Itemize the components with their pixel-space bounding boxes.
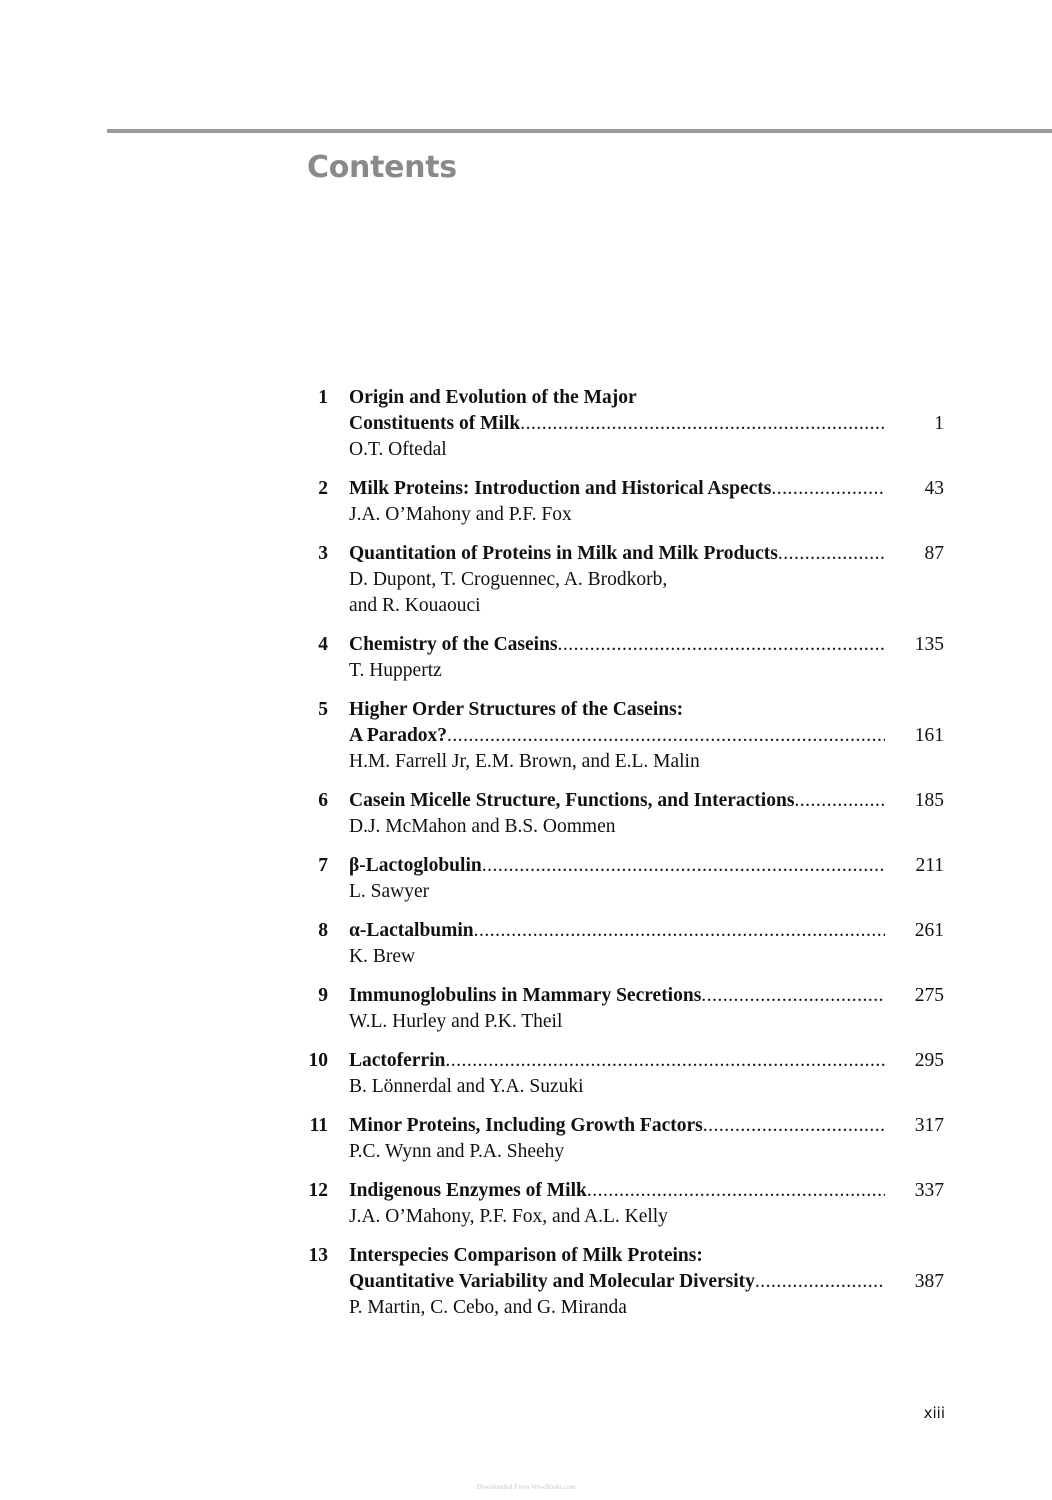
chapter-title: Quantitative Variability and Molecular Diversity	[349, 1271, 755, 1292]
chapter-authors: P.C. Wynn and P.A. Sheehy	[349, 1141, 565, 1162]
chapter-authors: B. Lönnerdal and Y.A. Suzuki	[349, 1076, 584, 1097]
dot-leader	[558, 632, 885, 658]
chapter-number: 8	[318, 920, 328, 941]
chapter-title: Minor Proteins, Including Growth Factors	[349, 1115, 703, 1136]
chapter-authors: J.A. O’Mahony and P.F. Fox	[349, 504, 572, 525]
chapter-title-line: Origin and Evolution of the Major	[349, 387, 637, 408]
chapter-number: 7	[318, 855, 328, 876]
toc-entry[interactable]	[300, 853, 950, 905]
page-number: xiii	[923, 1404, 945, 1422]
header-rule	[107, 129, 1052, 133]
chapter-authors: O.T. Oftedal	[349, 439, 447, 460]
chapter-page-number: 275	[914, 985, 944, 1006]
chapter-authors: H.M. Farrell Jr, E.M. Brown, and E.L. Malin	[349, 751, 700, 772]
toc-entry[interactable]	[300, 541, 950, 619]
page-title: Contents	[307, 150, 457, 185]
chapter-number: 5	[318, 699, 328, 720]
dot-leader	[474, 918, 885, 944]
toc-entry[interactable]	[300, 476, 950, 528]
chapter-authors: and R. Kouaouci	[349, 595, 481, 616]
toc-entry[interactable]	[300, 1243, 950, 1321]
chapter-title: Chemistry of the Caseins	[349, 634, 558, 655]
chapter-title: Immunoglobulins in Mammary Secretions	[349, 985, 702, 1006]
toc-entry[interactable]	[300, 918, 950, 970]
chapter-number: 1	[318, 387, 328, 408]
chapter-number: 9	[318, 985, 328, 1006]
chapter-page-number: 87	[924, 543, 944, 564]
dot-leader	[701, 983, 885, 1009]
toc-entry[interactable]	[300, 1113, 950, 1165]
dot-leader	[445, 1048, 885, 1074]
toc-entry[interactable]	[300, 983, 950, 1035]
chapter-page-number: 185	[914, 790, 944, 811]
table-of-contents	[300, 385, 950, 1334]
chapter-title: α-Lactalbumin	[349, 920, 474, 941]
chapter-authors: D.J. McMahon and B.S. Oommen	[349, 816, 616, 837]
chapter-page-number: 211	[915, 855, 944, 876]
chapter-title: Lactoferrin	[349, 1050, 446, 1071]
dot-leader	[482, 853, 885, 879]
toc-entry[interactable]	[300, 632, 950, 684]
dot-leader	[587, 1178, 885, 1204]
chapter-page-number: 387	[914, 1271, 944, 1292]
chapter-title-line: Higher Order Structures of the Caseins:	[349, 699, 684, 720]
watermark: Downloaded From Vet-eBooks.com	[476, 1483, 576, 1491]
chapter-number: 12	[308, 1180, 328, 1201]
dot-leader	[703, 1113, 885, 1139]
chapter-page-number: 337	[914, 1180, 944, 1201]
chapter-authors: P. Martin, C. Cebo, and G. Miranda	[349, 1297, 627, 1318]
dot-leader	[755, 1269, 885, 1295]
chapter-title: Constituents of Milk	[349, 413, 521, 434]
chapter-authors: K. Brew	[349, 946, 416, 967]
chapter-page-number: 261	[914, 920, 944, 941]
dot-leader	[447, 723, 885, 749]
chapter-page-number: 317	[914, 1115, 944, 1136]
chapter-number: 11	[309, 1115, 328, 1136]
chapter-number: 4	[318, 634, 328, 655]
toc-entry[interactable]	[300, 697, 950, 775]
chapter-number: 13	[308, 1245, 328, 1266]
dot-leader	[794, 788, 885, 814]
toc-entry[interactable]	[300, 385, 950, 463]
chapter-authors: W.L. Hurley and P.K. Theil	[349, 1011, 563, 1032]
chapter-title: Milk Proteins: Introduction and Historical Aspects	[349, 478, 772, 499]
chapter-number: 2	[318, 478, 328, 499]
chapter-page-number: 135	[914, 634, 944, 655]
chapter-number: 3	[318, 543, 328, 564]
chapter-authors: L. Sawyer	[349, 881, 430, 902]
dot-leader	[771, 476, 885, 502]
chapter-number: 6	[318, 790, 328, 811]
chapter-title: β-Lactoglobulin	[349, 855, 482, 876]
chapter-title: A Paradox?	[349, 725, 448, 746]
chapter-title: Casein Micelle Structure, Functions, and Interactions	[349, 790, 795, 811]
chapter-authors: J.A. O’Mahony, P.F. Fox, and A.L. Kelly	[349, 1206, 668, 1227]
chapter-page-number: 1	[934, 413, 944, 434]
toc-entry[interactable]	[300, 1178, 950, 1230]
toc-entry[interactable]	[300, 788, 950, 840]
chapter-page-number: 295	[914, 1050, 944, 1071]
chapter-title-line: Interspecies Comparison of Milk Proteins:	[349, 1245, 703, 1266]
chapter-number: 10	[308, 1050, 328, 1071]
toc-entry[interactable]	[300, 1048, 950, 1100]
chapter-authors: D. Dupont, T. Croguennec, A. Brodkorb,	[349, 569, 668, 590]
dot-leader	[520, 411, 885, 437]
chapter-authors: T. Huppertz	[349, 660, 442, 681]
chapter-page-number: 161	[914, 725, 944, 746]
dot-leader	[778, 541, 885, 567]
chapter-page-number: 43	[924, 478, 944, 499]
chapter-title: Indigenous Enzymes of Milk	[349, 1180, 587, 1201]
chapter-title: Quantitation of Proteins in Milk and Milk Products	[349, 543, 778, 564]
